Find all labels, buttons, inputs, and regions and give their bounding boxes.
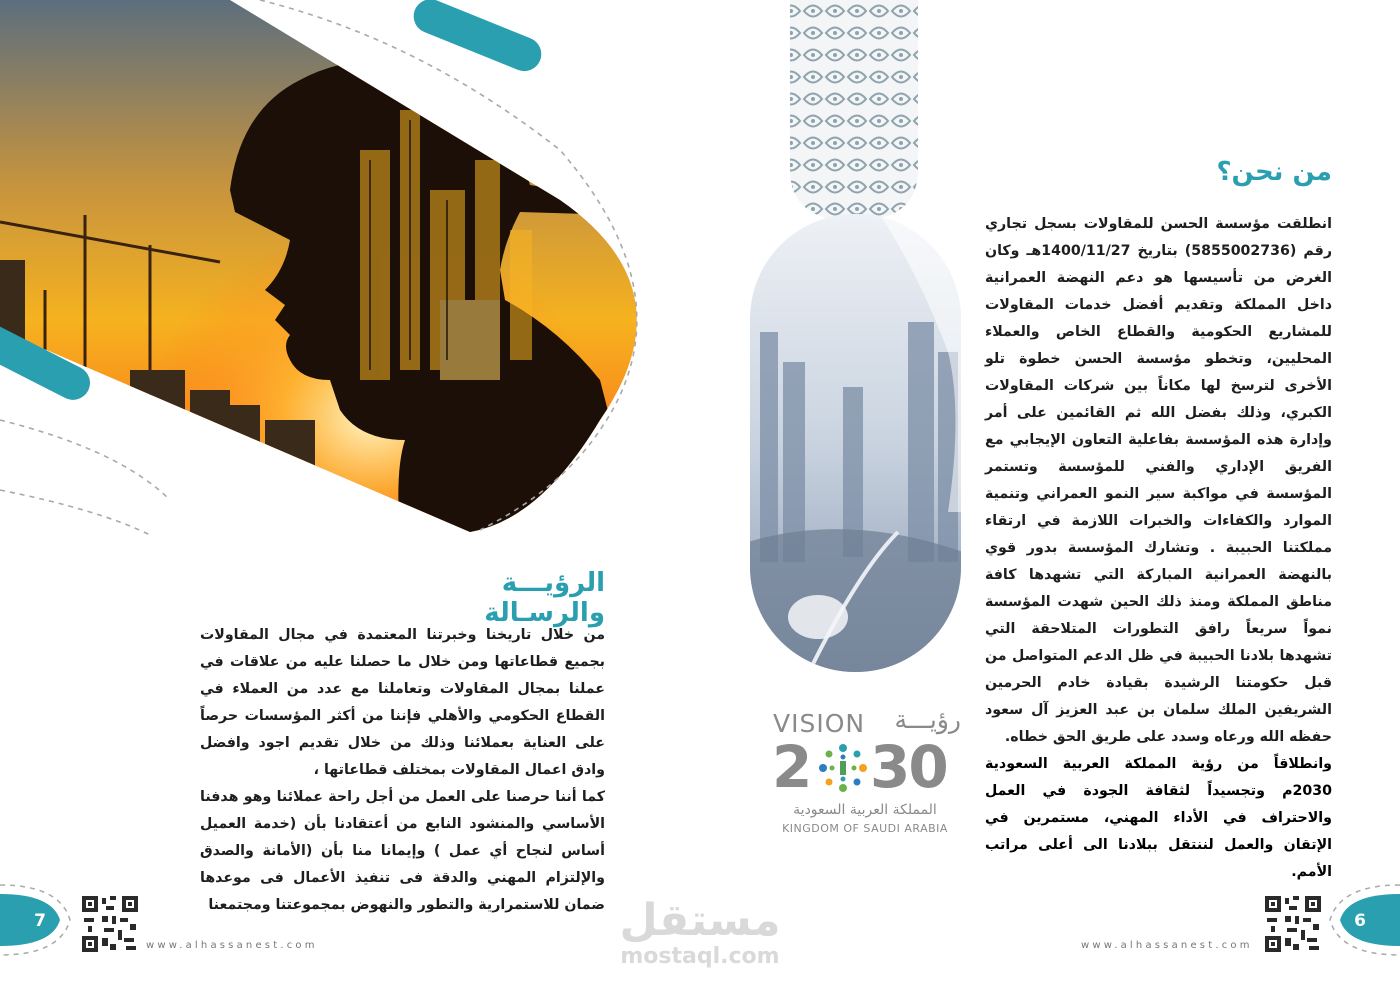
vision-en: VISION — [773, 709, 866, 738]
qr-code-right — [1265, 896, 1321, 952]
vision-2030-logo — [770, 705, 965, 840]
watermark-latin: mostaql.com — [620, 944, 780, 969]
qr-code-left — [82, 896, 138, 952]
vision-mission-text — [200, 622, 605, 919]
vision-paragraph-2: كما أننا حرصنا على العمل من أجل راحة عملائنا وهو هدفنا الأساسي والمنشود النابع من أعتقادنا بأن (خدمة العميل أساس لنجاح أي عمل ) وإيمانا منا بأن (الأمانة والصدق والإلتزام المهني والدقة فى تنفيذ الأعمال فى موعدها ضمان للاستمرارية والتطور والنهوض بمجموعتنا ومجتمعنا — [200, 789, 605, 913]
mostaql-watermark — [590, 885, 810, 975]
vision-ar: رؤيـــة — [894, 705, 961, 734]
year-digit-2: 2 — [772, 733, 813, 801]
vision-paragraph-1: من خلال تاريخنا وخبرتنا المعتمدة في مجال المقاولات بجميع قطاعاتها ومن خلال ما حصلنا عليه من علاقات في عملنا بمجال المقاولات وتعاملنا مع عدد من العملاء في القطاع الحكومي والأهلي فإننا من أكثر المؤسسات حرصاً على العناية بعملائنا وذلك من خلال تقديم اجود وافضل وادق اعمال المقاولات بمختلف قطاعاتها ، — [200, 627, 605, 778]
about-us-text — [985, 211, 1332, 886]
arabic-pattern-strip — [780, 0, 928, 225]
website-url-left: www.alhassanest.com — [146, 940, 318, 951]
about-us-heading: من نحن؟ — [1216, 157, 1332, 187]
watermark-arabic: مستقل — [619, 895, 781, 946]
page-number-left: 7 — [34, 911, 46, 931]
vision-emblem-icon — [818, 743, 868, 793]
hero-construction-image — [0, 0, 640, 535]
website-url-right: www.alhassanest.com — [1081, 940, 1253, 951]
page-number-right: 6 — [1354, 911, 1366, 931]
vision-mission-heading: الرؤيـــة والرسـالة — [484, 568, 605, 628]
about-closing: وانطلاقاً من رؤية المملكة العربية السعودية 2030م وتجسيداً لثقافة الجودة في العمل والاحتراف في الأداء المهني، مستمرين في الإتقان والعمل لننتقل ببلادنا الى أعلى مراتب الأمم. — [985, 756, 1332, 880]
year-digits-30: 30 — [870, 733, 947, 801]
about-paragraph: انطلقت مؤسسة الحسن للمقاولات بسجل تجاري رقم (5855002736) بتاريخ 1400/11/27هـ وكان الغرض من تأسيسها هو دعم النهضة العمرانية داخل المملكة وتقديم أفضل خدمات المقاولات للمشاريع الحكومية والقطاع الخاص والعملاء المحليين، وتخطو مؤسسة الحسن خطوة تلو الأخرى لترسخ لها مكاناً بين شركات المقاولات الكبري، وذلك بفضل الله ثم القائمين على أمر وإدارة هذه المؤسسة بفاعلية التعاون الإيجابي مع الفريق الإداري والفني للمؤسسة وتستمر المؤسسة في مواكبة سير النمو العمراني وتنمية الموارد والكفاءات والخبرات اللازمة في ارتقاء مملكتنا الحبيبة . وتشارك المؤسسة بدور قوي بالنهضة العمرانية المباركة التي تشهدها كافة مناطق المملكة ومنذ ذلك الحين شهدت المؤسسة نمواً سريعاً رافق التطورات المتلاحقة التي تشهدها بلادنا الحبيبة في ظل الدعم المتواصل من قبل حكومتنا الرشيدة بقيادة خادم الحرمين الشريفين الملك سلمان بن عبد العزيز آل سعود حفظه الله ورعاه وسدد على طريق الحق خطاه. — [985, 216, 1332, 745]
kingdom-en: KINGDOM OF SAUDI ARABIA — [782, 822, 948, 835]
kingdom-ar: المملكة العربية السعودية — [793, 802, 937, 818]
engineer-city-image — [748, 212, 963, 674]
